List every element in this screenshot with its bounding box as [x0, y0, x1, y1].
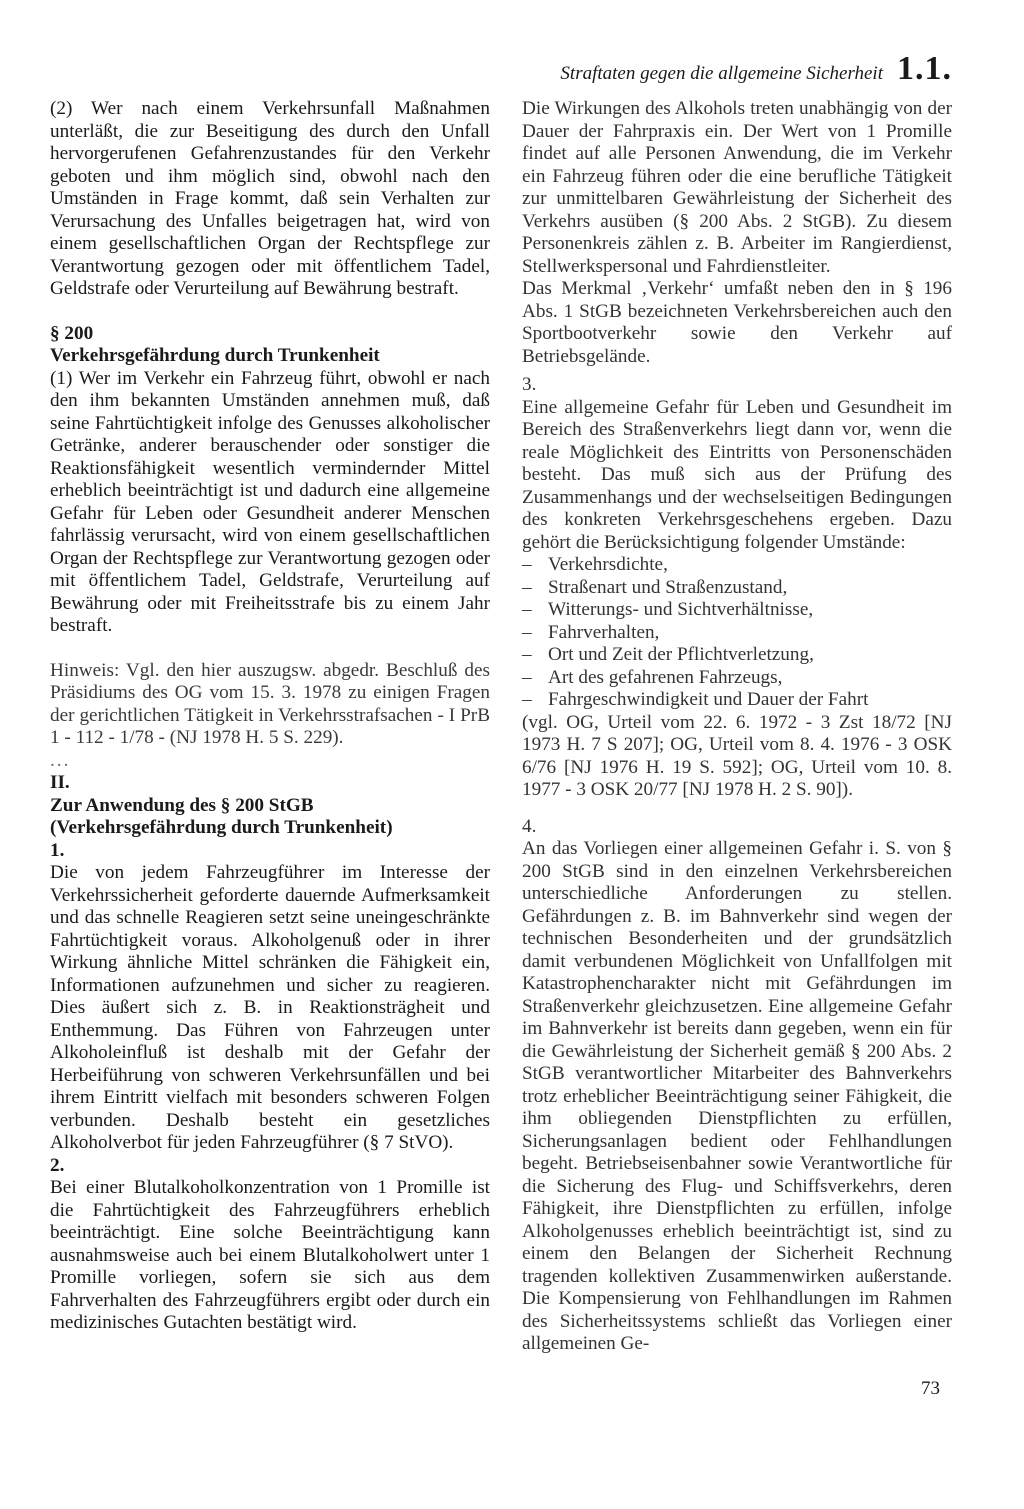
list-item: – Straßenart und Straßenzustand, [522, 576, 788, 598]
point-3-text: Eine allgemeine Gefahr für Leben und Gesundheit im Bereich des Straßenverkehrs liegt dann vor, wenn die reale Möglichkeit des Eintritts von Personenschäden besteht. Das muß sich aus der Prüfung des Zusammenhangs und der wechselseitigen Bedingungen des konkreten Verkehrsgeschehens ergeben. Dazu gehört die Berücksichtigung folgender Umstände: [522, 396, 952, 553]
page-header [560, 50, 952, 88]
point-2-text: Bei einer Blutalkoholkonzentration von 1 Promille ist die Fahrtüchtigkeit des Fahrzeugführers erheblich beeinträchtigt. Eine solche Beeinträchtigung kann ausnahmsweise auch bei einem Blutalkoholwert unter 1 Promille vorliegen, sofern sie sich aus dem Fahrverhalten des Fahrzeugführers ergibt oder durch ein medizinisches Gutachten bestätigt wird. [50, 1177, 490, 1333]
point-4-text: An das Vorliegen einer allgemeinen Gefahr i. S. von § 200 StGB sind in den einzelnen Verkehrsbereichen unterschiedliche Anforderungen zu stellen. Gefährdungen z. B. im Bahnverkehr sind wegen der technischen Besonderheiten und der grundsätzlich damit verbundenen Möglichkeit von Unfallfolgen mit Katastrophencharakter nicht mit Gefährdungen im Straßenverkehr gleichzusetzen. Eine allgemeine Gefahr im Bahnverkehr ist bereits dann gegeben, wenn ein für die Gewährleistung der Sicherheit gemäß § 200 Abs. 2 StGB verantwortlicher Mitarbeiter des Bahnverkehrs trotz erheblicher Beeinträchtigung seiner Fähigkeit, die ihm obliegenden Dienstpflichten zu erfüllen, Sicherungsanlagen bedient oder Fehlhandlungen begeht. Betriebseisenbahner sowie Verantwortliche für die Sicherung des Flug- und Schiffsverkehrs, deren Fähigkeit, ihre Dienstpflichten zu erfüllen, infolge Alkoholgenusses erheblich beeinträchtigt ist, sind zu einem den Belangen der Sicherheit Rechnung tragenden kollektiven Zusammenwirken außerstande. Die Kompensierung von Fehlhandlungen im Rahmen des Sicherheitssystems schließt das Vorliegen einer allgemeinen Ge- [522, 838, 952, 1354]
right-paragraph-2: Das Merkmal ‚Verkehr‘ umfaßt neben den in § 196 Abs. 1 StGB bezeichneten Verkehrsbereichen auch den Sportbootverkehr sowie den Verkehr auf Betriebsgelände. [522, 278, 952, 367]
list-item: – Fahrverhalten, [522, 621, 660, 643]
dash-marker: – [522, 666, 532, 688]
sub-heading-2: (Verkehrsgefährdung durch Trunkenheit) [50, 817, 393, 838]
running-title: Straftaten gegen die allgemeine Sicherheit [560, 63, 883, 84]
point-3-label: 3. [522, 374, 537, 395]
right-paragraph-1: Die Wirkungen des Alkohols treten unabhängig von der Dauer der Fahrpraxis ein. Der Wert von 1 Promille findet auf alle Personen Anwendung, die im Verkehr ein Fahrzeug führen oder die eine berufliche Tätigkeit zur unmittelbaren Gewährleistung der Sicherheit des Verkehrs ausüben (§ 200 Abs. 2 StGB). Zu diesem Personenkreis zählen z. B. Arbeiter im Rangierdienst, Stellwerkspersonal und Fahrdienstleiter. [522, 98, 952, 277]
dash-marker: – [522, 554, 532, 575]
list-item: – Verkehrsdichte, [522, 554, 668, 575]
list-item: – Witterungs- und Sichtverhältnisse, [522, 599, 814, 620]
circumstances-list [522, 554, 952, 712]
dash-marker: – [522, 644, 532, 665]
sub-heading-1: Zur Anwendung des § 200 StGB [50, 794, 314, 816]
point-4-label: 4. [522, 815, 537, 837]
ellipsis: ... [50, 749, 71, 771]
section-number: 1.1. [897, 50, 952, 87]
section-title: Verkehrsgefährdung durch Trunkenheit [50, 345, 380, 366]
paragraph-200: (1) Wer im Verkehr ein Fahrzeug führt, obwohl er nach den ihm bekannten Umständen annehmen muß, daß seine Fahrtüchtigkeit infolge des Genusses alkoholischer Getränke, anderer berauschender oder sonstiger die Reaktionsfähigkeit wesentlich vermindernder Mittel erheblich beeinträchtigt ist und dadurch eine allgemeine Gefahr für Leben oder Gesundheit anderer Menschen fahrlässig verursacht, wird von einem gesellschaftlichen Organ der Rechtspflege zur Verantwortung gezogen oder mit öffentlichem Tadel, Geldstrafe, Verurteilung auf Bewährung oder mit Freiheitsstrafe bis zu einem Jahr bestraft. [50, 367, 490, 636]
section-label: § 200 [50, 322, 94, 344]
point-2-label: 2. [50, 1154, 65, 1176]
left-column [50, 98, 490, 1335]
dash-marker: – [522, 576, 532, 598]
page-number: 73 [921, 1378, 940, 1399]
point-1-text: Die von jedem Fahrzeugführer im Interesse der Verkehrssicherheit geforderte dauernde Aufmerksamkeit und das schnelle Reagieren setzt seine uneingeschränkte Fahrtüchtigkeit voraus. Alkoholgenuß oder in ihrer Wirkung ähnliche Mittel schränken die Fähigkeit ein, Informationen aufzunehmen und sicher zu reagieren. Dies äußert sich z. B. in Reaktionsträgheit und Enthemmung. Das Führen von Fahrzeugen unter Alkoholeinfluß ist deshalb mit der Gefahr der Herbeiführung von schweren Verkehrsunfällen und bei ihrem Eintritt vielfach mit besonders schweren Folgen verbunden. Deshalb besteht ein gesetzliches Alkoholverbot für jeden Fahrzeugführer (§ 7 StVO). [50, 862, 490, 1153]
dash-marker: – [522, 621, 532, 643]
list-item: – Art des gefahrenen Fahrzeugs, [522, 666, 783, 688]
roman-heading: II. [50, 772, 70, 793]
list-item: – Ort und Zeit der Pflichtverletzung, [522, 644, 814, 665]
hinweis-note: Hinweis: Vgl. den hier auszugsw. abgedr. Beschluß des Präsidiums des OG vom 15. 3. 1978 zu einigen Fragen der gerichtlichen Tätigkeit in Verkehrsstrafsachen - I PrB 1 - 112 - 1/78 - (NJ 1978 H. 5 S. 229). [50, 659, 490, 748]
dash-marker: – [522, 689, 532, 710]
point-1-label: 1. [50, 839, 65, 861]
paragraph-intro: (2) Wer nach einem Verkehrsunfall Maßnahmen unterläßt, die zur Beseitigung des durch den Unfall hervorgerufenen Gefahrenzustandes für den Verkehr geboten und ihm möglich sind, obwohl nach den Umständen in Frage kommt, daß sein Verhalten zur Verursachung des Unfalles beigetragen hat, wird von einem gesellschaftlichen Organ der Rechtspflege zur Verantwortung gezogen oder mit öffentlichem Tadel, Geldstrafe oder Verurteilung auf Bewährung bestraft. [50, 98, 490, 299]
right-column [522, 98, 952, 1356]
dash-marker: – [522, 599, 532, 620]
list-item: – Fahrgeschwindigkeit und Dauer der Fahrt [522, 689, 869, 710]
citation: (vgl. OG, Urteil vom 22. 6. 1972 - 3 Zst 18/72 [NJ 1973 H. 7 S 207]; OG, Urteil vom 8. 4. 1976 - 3 OSK 6/76 [NJ 1976 H. 19 S. 592]; OG, Urteil vom 10. 8. 1977 - 3 OSK 20/77 [NJ 1978 H. 2 S. 90]). [522, 711, 952, 800]
